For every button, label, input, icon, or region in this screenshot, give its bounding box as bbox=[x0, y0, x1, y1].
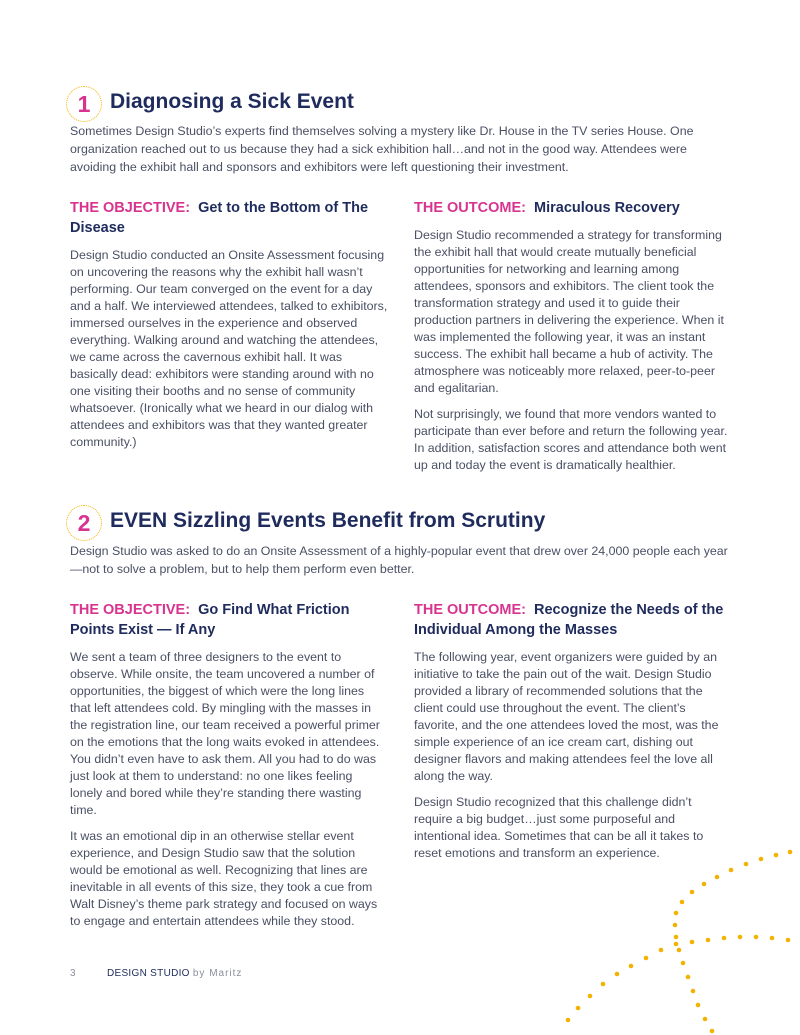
decorative-dot bbox=[754, 935, 759, 940]
decorative-dot bbox=[744, 862, 749, 867]
decorative-dot bbox=[615, 972, 620, 977]
footer-by-line: by Maritz bbox=[192, 968, 243, 979]
footer-brand: DESIGN STUDIO bbox=[106, 968, 190, 979]
decorative-dot bbox=[674, 942, 679, 947]
objective-paragraph: It was an emotional dip in an otherwise stellar event experience, and Design Studio saw that the solution would be emotional as well. Recognizing that lines are inevitable in all events of this size, they took a cue from Walt Disney’s theme park strategy and focused on ways to engage and entertain attendees while they stood. bbox=[70, 829, 378, 928]
outcome-title: Miraculous Recovery bbox=[534, 200, 680, 216]
objective-paragraph: We sent a team of three designers to the event to observe. While onsite, the team uncovered a number of opportunities, the biggest of which were the long lines that left attendees cold. By mingling with the masses in the registration line, our team received a powerful primer on the emotions that the long waits evoked in attendees. You didn’t even have to ask them. All you had to do was just look at them to understand: no one likes feeling lonely and bored while they’re standing there wasting time. bbox=[70, 650, 380, 817]
outcome-title: Recognize the Needs of the Individual Among the Masses bbox=[414, 602, 724, 638]
objective-title: Get to the Bottom of The Disease bbox=[70, 200, 369, 236]
outcome-lead: THE OUTCOME: bbox=[414, 602, 526, 618]
decorative-dot bbox=[659, 948, 664, 953]
section-title: EVEN Sizzling Events Benefit from Scrutiny bbox=[110, 509, 546, 532]
decorative-dot bbox=[690, 890, 695, 895]
decorative-dot bbox=[702, 882, 707, 887]
decorative-dot bbox=[686, 975, 691, 980]
decorative-dot bbox=[691, 989, 696, 994]
decorative-dot bbox=[674, 911, 679, 916]
decorative-dot bbox=[696, 1003, 701, 1008]
objective-title: Go Find What Friction Points Exist — If Any bbox=[70, 602, 350, 638]
decorative-dot bbox=[681, 961, 686, 966]
decorative-dot bbox=[770, 936, 775, 941]
section-intro: Sometimes Design Studio’s experts find themselves solving a mystery like Dr. House in the TV series House. One organization reached out to us because they had a sick exhibition hall…and not in the good way. Attendees were avoiding the exhibit hall and sponsors and exhibitors were left questioning their investment. bbox=[70, 124, 694, 174]
decorative-dot bbox=[601, 982, 606, 987]
section-number: 1 bbox=[77, 90, 91, 117]
decorative-dot bbox=[629, 964, 634, 969]
decorative-dot bbox=[729, 868, 734, 873]
decorative-dot bbox=[715, 875, 720, 880]
decorative-dot bbox=[703, 1017, 708, 1022]
decorative-dot bbox=[722, 936, 727, 941]
decorative-dot bbox=[588, 994, 593, 999]
decorative-dot bbox=[644, 956, 649, 961]
decorative-dot bbox=[738, 935, 743, 940]
page-number: 3 bbox=[70, 968, 76, 979]
objective-lead: THE OBJECTIVE: bbox=[70, 200, 191, 216]
decorative-dot bbox=[673, 923, 678, 928]
decorative-dot bbox=[690, 940, 695, 945]
decorative-dot bbox=[786, 938, 791, 943]
objective-paragraph: Design Studio conducted an Onsite Assessment focusing on uncovering the reasons why the exhibit hall wasn’t performing. Our team converged on the event for a day and a half. We interviewed attendees, talked to exhibitors, immersed ourselves in the experience and observed everything. Walking around and watching the attendees, we came across the cavernous exhibit hall. It was basically dead: exhibitors were standing around with no one visiting their booths and no sense of community whatsoever. (Ironically what we heard in our dialog with attendees and exhibitors was that they wanted greater community.) bbox=[70, 248, 388, 449]
decorative-dot bbox=[566, 1018, 571, 1023]
decorative-dot bbox=[710, 1029, 715, 1034]
outcome-paragraph: The following year, event organizers were guided by an initiative to take the pain out of the wait. Design Studio provided a library of recommended solutions that the client could use throughout the event. The client’s favorite, and the one attendees loved the most, was the simple experience of an ice cream cart, dishing out designer flavors and making attendees feel the love all along the way. bbox=[414, 650, 719, 783]
decorative-dot bbox=[680, 900, 685, 905]
page-footer bbox=[70, 968, 242, 979]
objective-lead: THE OBJECTIVE: bbox=[70, 602, 191, 618]
section-title: Diagnosing a Sick Event bbox=[110, 90, 354, 113]
decorative-dot bbox=[706, 938, 711, 943]
decorative-dot bbox=[774, 853, 779, 858]
outcome-lead: THE OUTCOME: bbox=[414, 200, 526, 216]
outcome-paragraph: Not surprisingly, we found that more vendors wanted to participate than ever before and return the following year. In addition, satisfaction scores and attendance both went up and today the event is dramatically healthier. bbox=[414, 407, 728, 472]
section-intro: Design Studio was asked to do an Onsite Assessment of a highly-popular event that drew over 24,000 people each year—not to solve a problem, but to help them perform even better. bbox=[70, 544, 728, 576]
decorative-dot bbox=[576, 1006, 581, 1011]
outcome-paragraph: Design Studio recognized that this challenge didn’t require a big budget…just some purposeful and intentional idea. Sometimes that can be all it takes to reset emotions and transform an experience. bbox=[414, 795, 704, 860]
outcome-paragraph: Design Studio recommended a strategy for transforming the exhibit hall that would create mutually beneficial opportunities for networking and learning among attendees, sponsors and exhibitors. The client took the transformation strategy and used it to guide their production partners in delivering the experience. When it was implemented the following year, it was an instant success. The exhibit hall became a hub of activity. The atmosphere was noticeably more relaxed, peer-to-peer and egalitarian. bbox=[414, 228, 724, 395]
section-number: 2 bbox=[77, 509, 91, 536]
decorative-dot bbox=[759, 857, 764, 862]
decorative-dot bbox=[674, 935, 679, 940]
decorative-dot bbox=[788, 850, 793, 855]
decorative-dot bbox=[677, 948, 682, 953]
